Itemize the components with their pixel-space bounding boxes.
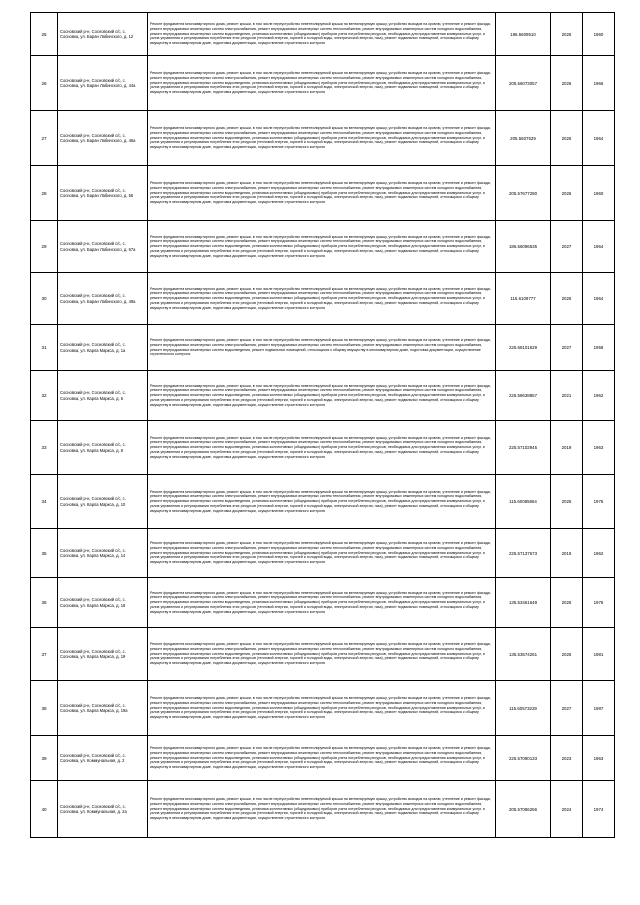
- plan-year-cell: 2026: [551, 628, 583, 681]
- works-cell: Ремонт фундамента многоквартирного дома, ремонт крыши, в том числе переустройство невентилируемой крыши на вентилируемую крышу, устройство выходов на кровлю, утепление и ремонт фасада, ремонт внутридомовых инженерных систем электроснабжения, ремонт внутридомовых инженерных систем теплоснабжения, ремонт внутридомовых инженерных систем холодного водоснабжения, ремонт внутридомовых инженерных систем водоотведения, установка коллективных (общедомовых) приборов учета потребления ресурсов, необходимых для предоставления коммунальных услуг, и узлов управления и регулирования потребления этих ресурсов (тепловой энергии, горячей и холодной воды, электрической энергии, газа), ремонт подвальных помещений, относящихся к общему имуществу в многоквартирном доме, подготовка документации, осуществление строительного контроля: [148, 13, 496, 56]
- plan-year-cell: 2026: [551, 111, 583, 166]
- works-cell: Ремонт фундамента многоквартирного дома, ремонт крыши, в том числе переустройство невентилируемой крыши на вентилируемую крышу, устройство выходов на кровлю, утепление и ремонт фасада, ремонт внутридомовых инженерных систем электроснабжения, ремонт внутридомовых инженерных систем теплоснабжения, ремонт внутридомовых инженерных систем холодного водоснабжения, ремонт внутридомовых инженерных систем водоотведения, установка коллективных (общедомовых) приборов учета потребления ресурсов, необходимых для предоставления коммунальных услуг, и узлов управления и регулирования потребления этих ресурсов (тепловой энергии, горячей и холодной воды, электрической энергии, газа), ремонт подвальных помещений, относящихся к общему имуществу в многоквартирном доме, подготовка документации, осуществление строительного контроля: [148, 273, 496, 325]
- address-cell: Сосновский р-н, Сосновский с/с, с. Сосновка, ул. Баран Лабинского, д. 46а: [58, 111, 148, 166]
- cost-cell: 225.57090133: [496, 736, 551, 781]
- plan-year-cell: 2026: [551, 166, 583, 221]
- plan-year-cell: 2025: [551, 475, 583, 529]
- address-cell: Сосновский р-н, Сосновский с/с, с. Сосновка, ул. Карла Маркса, д. 18: [58, 578, 148, 628]
- table-row: [31, 475, 615, 529]
- row-number: 29: [31, 221, 58, 273]
- build-year-cell: 1981: [583, 628, 615, 681]
- cost-cell: 186.5609510: [496, 13, 551, 56]
- row-number: 28: [31, 166, 58, 221]
- capital-repair-table: [30, 12, 615, 838]
- row-number: 34: [31, 475, 58, 529]
- build-year-cell: 1964: [583, 273, 615, 325]
- address-cell: Сосновский р-н, Сосновский с/с, с. Сосновка, ул. Баран Лабинского, д. 56: [58, 166, 148, 221]
- cost-cell: 135.53461648: [496, 578, 551, 628]
- table-row: [31, 736, 615, 781]
- cost-cell: 115.6109777: [496, 273, 551, 325]
- row-number: 33: [31, 421, 58, 475]
- build-year-cell: 1962: [583, 529, 615, 578]
- address-cell: Сосновский р-н, Сосновский с/с, с. Сосновка, ул. Карла Маркса, д. 10: [58, 475, 148, 529]
- register-sheet: [30, 12, 614, 838]
- plan-year-cell: 2019: [551, 421, 583, 475]
- address-cell: Сосновский р-н, Сосновский с/с, с. Сосновка, ул. Карла Маркса, д. 5: [58, 371, 148, 421]
- cost-cell: 205.57086256: [496, 781, 551, 838]
- address-cell: Сосновский р-н, Сосновский с/с, с. Сосновка, ул. Баран Лабинского, д. 67а: [58, 221, 148, 273]
- row-number: 32: [31, 371, 58, 421]
- build-year-cell: 1976: [583, 578, 615, 628]
- table-row: [31, 529, 615, 578]
- cost-cell: 205.57677280: [496, 166, 551, 221]
- build-year-cell: 1962: [583, 371, 615, 421]
- build-year-cell: 1960: [583, 13, 615, 56]
- address-cell: Сосновский р-н, Сосновский с/с, с. Сосновка, ул. Карла Маркса, д. 19а: [58, 681, 148, 736]
- cost-cell: 225.68101629: [496, 325, 551, 371]
- build-year-cell: 1964: [583, 111, 615, 166]
- works-cell: Ремонт фундамента многоквартирного дома, ремонт крыши, в том числе переустройство невентилируемой крыши на вентилируемую крышу, устройство выходов на кровлю, утепление и ремонт фасада, ремонт внутридомовых инженерных систем электроснабжения, ремонт внутридомовых инженерных систем теплоснабжения, ремонт внутридомовых инженерных систем холодного водоснабжения, ремонт внутридомовых инженерных систем водоотведения, установка коллективных (общедомовых) приборов учета потребления ресурсов, необходимых для предоставления коммунальных услуг, и узлов управления и регулирования потребления этих ресурсов (тепловой энергии, горячей и холодной воды, электрической энергии, газа), ремонт подвальных помещений, относящихся к общему имуществу в многоквартирном доме, подготовка документации, осуществление строительного контроля: [148, 166, 496, 221]
- plan-year-cell: 2024: [551, 781, 583, 838]
- plan-year-cell: 2026: [551, 56, 583, 111]
- build-year-cell: 1974: [583, 781, 615, 838]
- table-row: [31, 371, 615, 421]
- cost-cell: 135.53574261: [496, 628, 551, 681]
- table-row: [31, 166, 615, 221]
- table-row: [31, 13, 615, 56]
- plan-year-cell: 2019: [551, 529, 583, 578]
- address-cell: Сосновский р-н, Сосновский с/с, с. Сосновка, ул. Баран Лабинского, д. 12: [58, 13, 148, 56]
- works-cell: Ремонт фундамента многоквартирного дома, ремонт крыши, в том числе переустройство невентилируемой крыши на вентилируемую крышу, устройство выходов на кровлю, утепление и ремонт фасада, ремонт внутридомовых инженерных систем электроснабжения, ремонт внутридомовых инженерных систем теплоснабжения, ремонт внутридомовых инженерных систем холодного водоснабжения, ремонт внутридомовых инженерных систем водоотведения, установка коллективных (общедомовых) приборов учета потребления ресурсов, необходимых для предоставления коммунальных услуг, и узлов управления и регулирования потребления этих ресурсов (тепловой энергии, горячей и холодной воды, электрической энергии, газа), ремонт подвальных помещений, относящихся к общему имуществу в многоквартирном доме, подготовка документации, осуществление строительного контроля: [148, 56, 496, 111]
- cost-cell: 115.60085864: [496, 475, 551, 529]
- table-row: [31, 578, 615, 628]
- row-number: 27: [31, 111, 58, 166]
- plan-year-cell: 2026: [551, 578, 583, 628]
- table-row: [31, 221, 615, 273]
- address-cell: Сосновский р-н, Сосновский с/с, с. Сосновка, ул. Карла Маркса, д. 1а: [58, 325, 148, 371]
- address-cell: Сосновский р-н, Сосновский с/с, с. Сосновка, ул. Карла Маркса, д. 19: [58, 628, 148, 681]
- row-number: 35: [31, 529, 58, 578]
- address-cell: Сосновский р-н, Сосновский с/с, с. Сосновка, ул. Карла Маркса, д. 8: [58, 421, 148, 475]
- build-year-cell: 1975: [583, 475, 615, 529]
- works-cell: Ремонт фундамента многоквартирного дома, ремонт крыши, в том числе переустройство невентилируемой крыши на вентилируемую крышу, устройство выходов на кровлю, утепление и ремонт фасада, ремонт внутридомовых инженерных систем электроснабжения, ремонт внутридомовых инженерных систем теплоснабжения, ремонт внутридомовых инженерных систем холодного водоснабжения, ремонт внутридомовых инженерных систем водоотведения, установка коллективных (общедомовых) приборов учета потребления ресурсов, необходимых для предоставления коммунальных услуг, и узлов управления и регулирования потребления этих ресурсов (тепловой энергии, горячей и холодной воды, электрической энергии, газа), ремонт подвальных помещений, относящихся к общему имуществу в многоквартирном доме, подготовка документации, осуществление строительного контроля: [148, 529, 496, 578]
- works-cell: Ремонт фундамента многоквартирного дома, ремонт крыши, в том числе переустройство невентилируемой крыши на вентилируемую крышу, устройство выходов на кровлю, утепление и ремонт фасада, ремонт внутридомовых инженерных систем электроснабжения, ремонт внутридомовых инженерных систем теплоснабжения, ремонт внутридомовых инженерных систем холодного водоснабжения, ремонт внутридомовых инженерных систем водоотведения, установка коллективных (общедомовых) приборов учета потребления ресурсов, необходимых для предоставления коммунальных услуг, и узлов управления и регулирования потребления этих ресурсов (тепловой энергии, горячей и холодной воды, электрической энергии, газа), ремонт подвальных помещений, относящихся к общему имуществу в многоквартирном доме, подготовка документации, осуществление строительного контроля: [148, 736, 496, 781]
- works-cell: Ремонт фундамента многоквартирного дома, ремонт крыши, в том числе переустройство невентилируемой крыши на вентилируемую крышу, устройство выходов на кровлю, утепление и ремонт фасада, ремонт внутридомовых инженерных систем электроснабжения, ремонт внутридомовых инженерных систем теплоснабжения, ремонт внутридомовых инженерных систем холодного водоснабжения, ремонт внутридомовых инженерных систем водоотведения, установка коллективных (общедомовых) приборов учета потребления ресурсов, необходимых для предоставления коммунальных услуг, и узлов управления и регулирования потребления этих ресурсов (тепловой энергии, горячей и холодной воды, электрической энергии, газа), ремонт подвальных помещений, относящихся к общему имуществу в многоквартирном доме, подготовка документации, осуществление строительного контроля: [148, 111, 496, 166]
- build-year-cell: 1963: [583, 736, 615, 781]
- cost-cell: 225.57102945: [496, 421, 551, 475]
- address-cell: Сосновский р-н, Сосновский с/с, с. Сосновка, ул. Коммунальная, д. 2а: [58, 781, 148, 838]
- plan-year-cell: 2027: [551, 221, 583, 273]
- works-cell: Ремонт фундамента многоквартирного дома, ремонт крыши, в том числе переустройство невентилируемой крыши на вентилируемую крышу, устройство выходов на кровлю, утепление и ремонт фасада, ремонт внутридомовых инженерных систем электроснабжения, ремонт внутридомовых инженерных систем теплоснабжения, ремонт внутридомовых инженерных систем холодного водоснабжения, ремонт внутридомовых инженерных систем водоотведения, установка коллективных (общедомовых) приборов учета потребления ресурсов, необходимых для предоставления коммунальных услуг, и узлов управления и регулирования потребления этих ресурсов (тепловой энергии, горячей и холодной воды, электрической энергии, газа), ремонт подвальных помещений, относящихся к общему имуществу в многоквартирном доме, подготовка документации, осуществление строительного контроля: [148, 421, 496, 475]
- row-number: 39: [31, 736, 58, 781]
- plan-year-cell: 2021: [551, 371, 583, 421]
- works-cell: Ремонт фундамента многоквартирного дома, ремонт крыши, в том числе переустройство невентилируемой крыши на вентилируемую крышу, устройство выходов на кровлю, утепление и ремонт фасада, ремонт внутридомовых инженерных систем электроснабжения, ремонт внутридомовых инженерных систем теплоснабжения, ремонт внутридомовых инженерных систем холодного водоснабжения, ремонт внутридомовых инженерных систем водоотведения, установка коллективных (общедомовых) приборов учета потребления ресурсов, необходимых для предоставления коммунальных услуг, и узлов управления и регулирования потребления этих ресурсов (тепловой энергии, горячей и холодной воды, электрической энергии, газа), ремонт подвальных помещений, относящихся к общему имуществу в многоквартирном доме, подготовка документации, осуществление строительного контроля: [148, 628, 496, 681]
- works-cell: Ремонт фундамента многоквартирного дома, ремонт крыши, в том числе переустройство невентилируемой крыши на вентилируемую крышу, устройство выходов на кровлю, утепление и ремонт фасада, ремонт внутридомовых инженерных систем электроснабжения, ремонт внутридомовых инженерных систем теплоснабжения, ремонт внутридомовых инженерных систем холодного водоснабжения, ремонт внутридомовых инженерных систем водоотведения, установка коллективных (общедомовых) приборов учета потребления ресурсов, необходимых для предоставления коммунальных услуг, и узлов управления и регулирования потребления этих ресурсов (тепловой энергии, горячей и холодной воды, электрической энергии, газа), ремонт подвальных помещений, относящихся к общему имуществу в многоквартирном доме, подготовка документации, осуществление строительного контроля: [148, 578, 496, 628]
- table-row: [31, 325, 615, 371]
- works-cell: Ремонт фундамента многоквартирного дома, ремонт крыши, в том числе переустройство невентилируемой крыши на вентилируемую крышу, устройство выходов на кровлю, утепление и ремонт фасада, ремонт внутридомовых инженерных систем электроснабжения, ремонт внутридомовых инженерных систем теплоснабжения, ремонт внутридомовых инженерных систем холодного водоснабжения, ремонт внутридомовых инженерных систем водоотведения, установка коллективных (общедомовых) приборов учета потребления ресурсов, необходимых для предоставления коммунальных услуг, и узлов управления и регулирования потребления этих ресурсов (тепловой энергии, горячей и холодной воды, электрической энергии, газа), ремонт подвальных помещений, относящихся к общему имуществу в многоквартирном доме, подготовка документации, осуществление строительного контроля: [148, 681, 496, 736]
- address-cell: Сосновский р-н, Сосновский с/с, с. Сосновка, ул. Карла Маркса, д. 14: [58, 529, 148, 578]
- cost-cell: 225.58638857: [496, 371, 551, 421]
- works-cell: Ремонт фундамента многоквартирного дома, ремонт крыши, в том числе переустройство невентилируемой крыши на вентилируемую крышу, устройство выходов на кровлю, утепление и ремонт фасада, ремонт внутридомовых инженерных систем электроснабжения, ремонт внутридомовых инженерных систем теплоснабжения, ремонт внутридомовых инженерных систем холодного водоснабжения, ремонт внутридомовых инженерных систем водоотведения, установка коллективных (общедомовых) приборов учета потребления ресурсов, необходимых для предоставления коммунальных услуг, и узлов управления и регулирования потребления этих ресурсов (тепловой энергии, горячей и холодной воды, электрической энергии, газа), ремонт подвальных помещений, относящихся к общему имуществу в многоквартирном доме, подготовка документации, осуществление строительного контроля: [148, 475, 496, 529]
- plan-year-cell: 2026: [551, 273, 583, 325]
- table-row: [31, 781, 615, 838]
- build-year-cell: 1958: [583, 325, 615, 371]
- build-year-cell: 1963: [583, 421, 615, 475]
- build-year-cell: 1987: [583, 681, 615, 736]
- cost-cell: 205.5607529: [496, 111, 551, 166]
- table-row: [31, 111, 615, 166]
- cost-cell: 186.56096535: [496, 221, 551, 273]
- row-number: 37: [31, 628, 58, 681]
- table-row: [31, 273, 615, 325]
- table-body: [31, 13, 615, 838]
- address-cell: Сосновский р-н, Сосновский с/с, с. Сосновка, ул. Баран Лабинского, д. 44а: [58, 56, 148, 111]
- build-year-cell: 1964: [583, 221, 615, 273]
- row-number: 40: [31, 781, 58, 838]
- table-row: [31, 628, 615, 681]
- cost-cell: 225.57137673: [496, 529, 551, 578]
- build-year-cell: 1966: [583, 56, 615, 111]
- row-number: 38: [31, 681, 58, 736]
- plan-year-cell: 2027: [551, 325, 583, 371]
- works-cell: Ремонт фундамента многоквартирного дома, ремонт крыши, в том числе переустройство невентилируемой крыши на вентилируемую крышу, устройство выходов на кровлю, утепление и ремонт фасада, ремонт внутридомовых инженерных систем электроснабжения, ремонт внутридомовых инженерных систем теплоснабжения, ремонт внутридомовых инженерных систем холодного водоснабжения, ремонт внутридомовых инженерных систем водоотведения, установка коллективных (общедомовых) приборов учета потребления ресурсов, необходимых для предоставления коммунальных услуг, и узлов управления и регулирования потребления этих ресурсов (тепловой энергии, горячей и холодной воды, электрической энергии, газа), ремонт подвальных помещений, относящихся к общему имуществу в многоквартирном доме, подготовка документации, осуществление строительного контроля: [148, 781, 496, 838]
- row-number: 30: [31, 273, 58, 325]
- cost-cell: 115.60573229: [496, 681, 551, 736]
- row-number: 36: [31, 578, 58, 628]
- plan-year-cell: 2027: [551, 681, 583, 736]
- address-cell: Сосновский р-н, Сосновский с/с, с. Сосновка, ул. Баран Лабинского, д. 49а: [58, 273, 148, 325]
- plan-year-cell: 2026: [551, 13, 583, 56]
- row-number: 26: [31, 56, 58, 111]
- cost-cell: 205.56073057: [496, 56, 551, 111]
- works-cell: Ремонт фундамента многоквартирного дома, ремонт крыши, в том числе переустройство невентилируемой крыши на вентилируемую крышу, устройство выходов на кровлю, утепление и ремонт фасада, ремонт внутридомовых инженерных систем электроснабжения, ремонт внутридомовых инженерных систем теплоснабжения, ремонт внутридомовых инженерных систем холодного водоснабжения, ремонт внутридомовых инженерных систем водоотведения, ремонт подвальных помещений, относящихся к общему имуществу в многоквартирном доме, подготовка документации, осуществление строительного контроля: [148, 325, 496, 371]
- build-year-cell: 1960: [583, 166, 615, 221]
- table-row: [31, 421, 615, 475]
- table-row: [31, 56, 615, 111]
- works-cell: Ремонт фундамента многоквартирного дома, ремонт крыши, в том числе переустройство невентилируемой крыши на вентилируемую крышу, устройство выходов на кровлю, утепление и ремонт фасада, ремонт внутридомовых инженерных систем электроснабжения, ремонт внутридомовых инженерных систем теплоснабжения, ремонт внутридомовых инженерных систем холодного водоснабжения, ремонт внутридомовых инженерных систем водоотведения, установка коллективных (общедомовых) приборов учета потребления ресурсов, необходимых для предоставления коммунальных услуг, и узлов управления и регулирования потребления этих ресурсов (тепловой энергии, горячей и холодной воды, электрической энергии, газа), ремонт подвальных помещений, относящихся к общему имуществу в многоквартирном доме, подготовка документации, осуществление строительного контроля: [148, 371, 496, 421]
- table-row: [31, 681, 615, 736]
- address-cell: Сосновский р-н, Сосновский с/с, с. Сосновка, ул. Коммунальная, д. 2: [58, 736, 148, 781]
- plan-year-cell: 2023: [551, 736, 583, 781]
- row-number: 25: [31, 13, 58, 56]
- row-number: 31: [31, 325, 58, 371]
- works-cell: Ремонт фундамента многоквартирного дома, ремонт крыши, в том числе переустройство невентилируемой крыши на вентилируемую крышу, устройство выходов на кровлю, утепление и ремонт фасада, ремонт внутридомовых инженерных систем электроснабжения, ремонт внутридомовых инженерных систем теплоснабжения, ремонт внутридомовых инженерных систем холодного водоснабжения, ремонт внутридомовых инженерных систем водоотведения, установка коллективных (общедомовых) приборов учета потребления ресурсов, необходимых для предоставления коммунальных услуг, и узлов управления и регулирования потребления этих ресурсов (тепловой энергии, горячей и холодной воды, электрической энергии, газа), ремонт подвальных помещений, относящихся к общему имуществу в многоквартирном доме, подготовка документации, осуществление строительного контроля: [148, 221, 496, 273]
